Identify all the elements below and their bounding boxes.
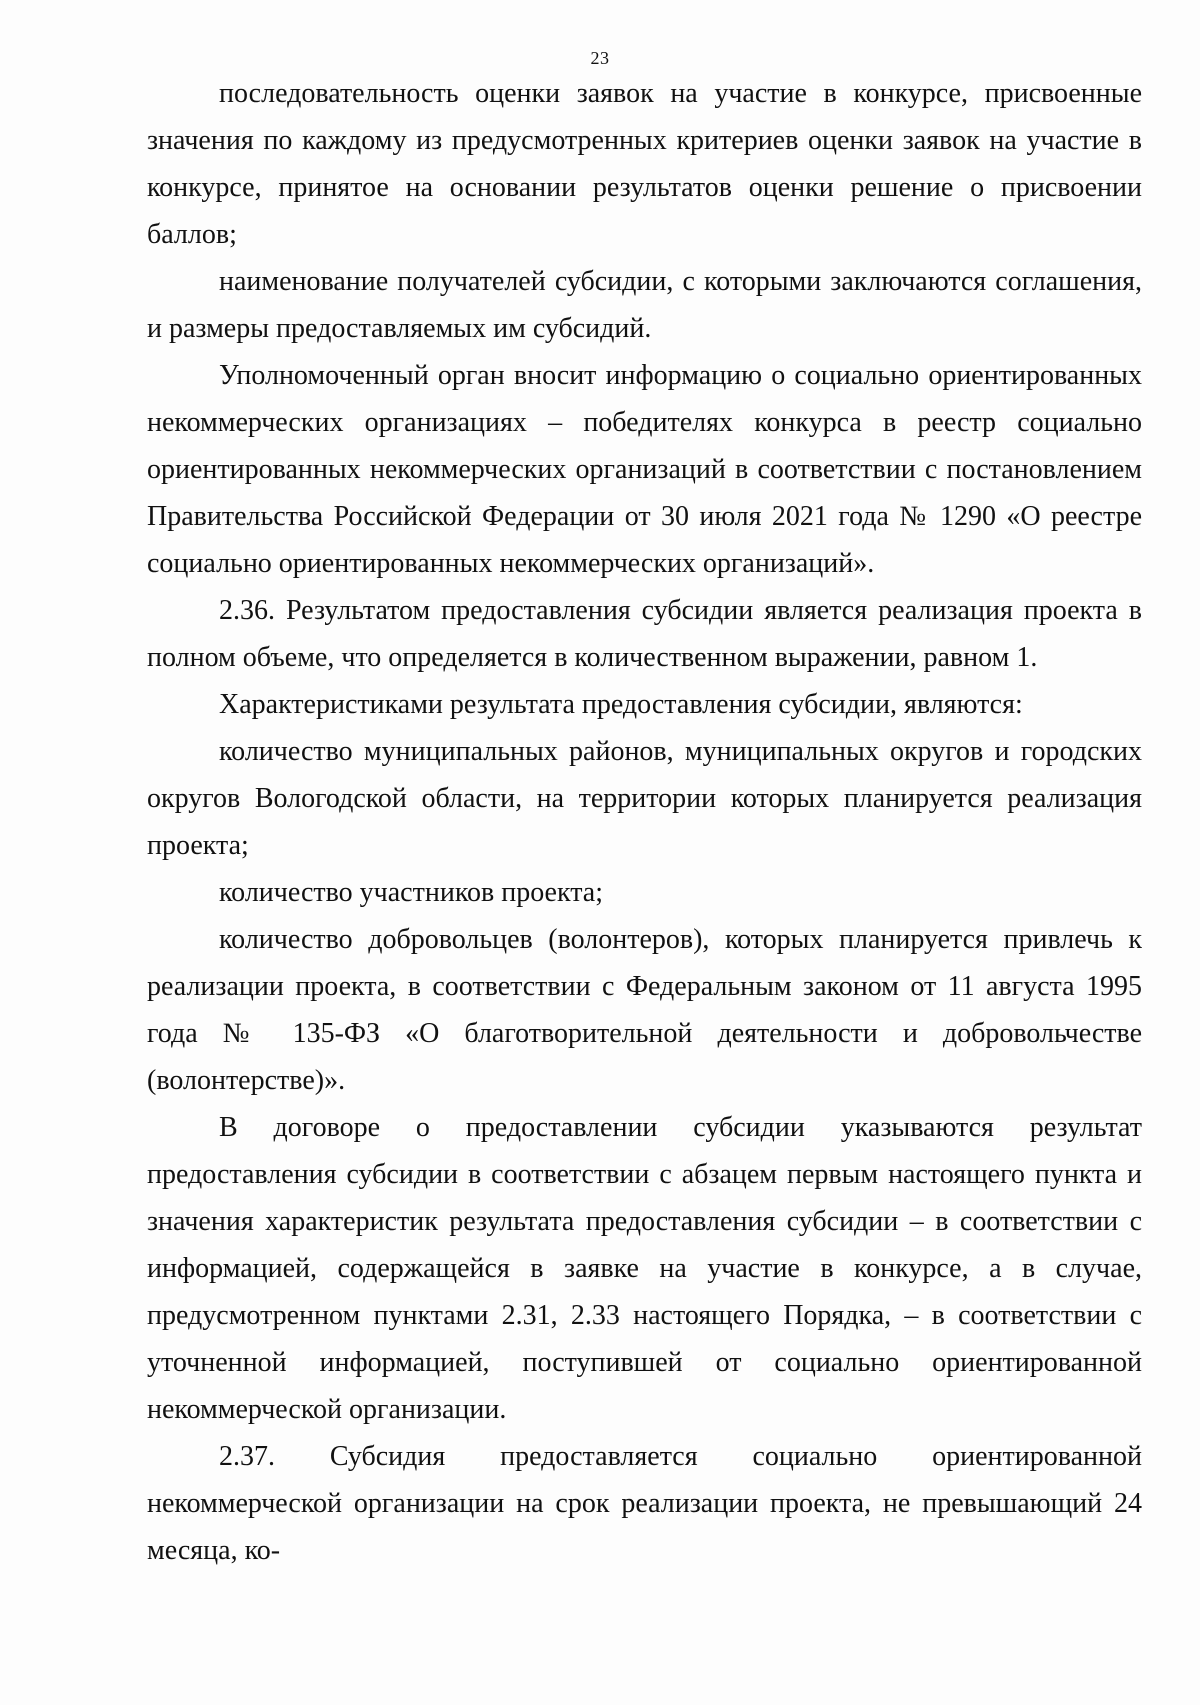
paragraph-registry-entry: Уполномоченный орган вносит информацию о социально ориентированных некоммерческих организациях – победителях конкурса в реестр социально ориентированных некоммерческих организаций в соответствии с постановлением Правительства Российской Федерации от 30 июля 2021 года № 1290 «О реестре социально ориентированных некоммерческих организаций». <box>147 360 1142 579</box>
page-number: 23 <box>590 48 610 68</box>
paragraph-result-characteristics: Характеристиками результата предоставления субсидии, являются: <box>219 689 1023 720</box>
paragraph-2-36-result: 2.36. Результатом предоставления субсидии является реализация проекта в полном объеме, что определяется в количественном выражении, равном 1. <box>147 595 1142 673</box>
paragraph-volunteers-count: количество добровольцев (волонтеров), которых планируется привлечь к реализации проекта, в соответствии с Федеральным законом от 11 августа 1995 года № 135-ФЗ «О благотворительной деятельности и добровольчестве (волонтерстве)». <box>147 924 1142 1096</box>
paragraph-municipalities-count: количество муниципальных районов, муниципальных округов и городских округов Вологодской области, на территории которых планируется реализация проекта; <box>147 736 1142 861</box>
paragraph-recipients-names: наименование получателей субсидии, с которыми заключаются соглашения, и размеры предоставляемых им субсидий. <box>147 266 1142 344</box>
paragraph-participants-count: количество участников проекта; <box>219 877 603 908</box>
paragraph-evaluation-sequence: последовательность оценки заявок на участие в конкурсе, присвоенные значения по каждому из предусмотренных критериев оценки заявок на участие в конкурсе, принятое на основании результатов оценки решение о присвоении баллов; <box>147 78 1142 250</box>
paragraph-agreement-details: В договоре о предоставлении субсидии указываются результат предоставления субсидии в соответствии с абзацем первым настоящего пункта и значения характеристик результата предоставления субсидии – в соответствии с информацией, содержащейся в заявке на участие в конкурсе, а в случае, предусмотренном пунктами 2.31, 2.33 настоящего Порядка, – в соответствии с уточненной информацией, поступившей от социально ориентированной некоммерческой организации. <box>147 1112 1142 1425</box>
paragraph-2-37-term: 2.37. Субсидия предоставляется социально ориентированной некоммерческой организации на срок реализации проекта, не превышающий 24 месяца, ко- <box>147 1441 1142 1566</box>
document-body <box>147 70 1142 1574</box>
